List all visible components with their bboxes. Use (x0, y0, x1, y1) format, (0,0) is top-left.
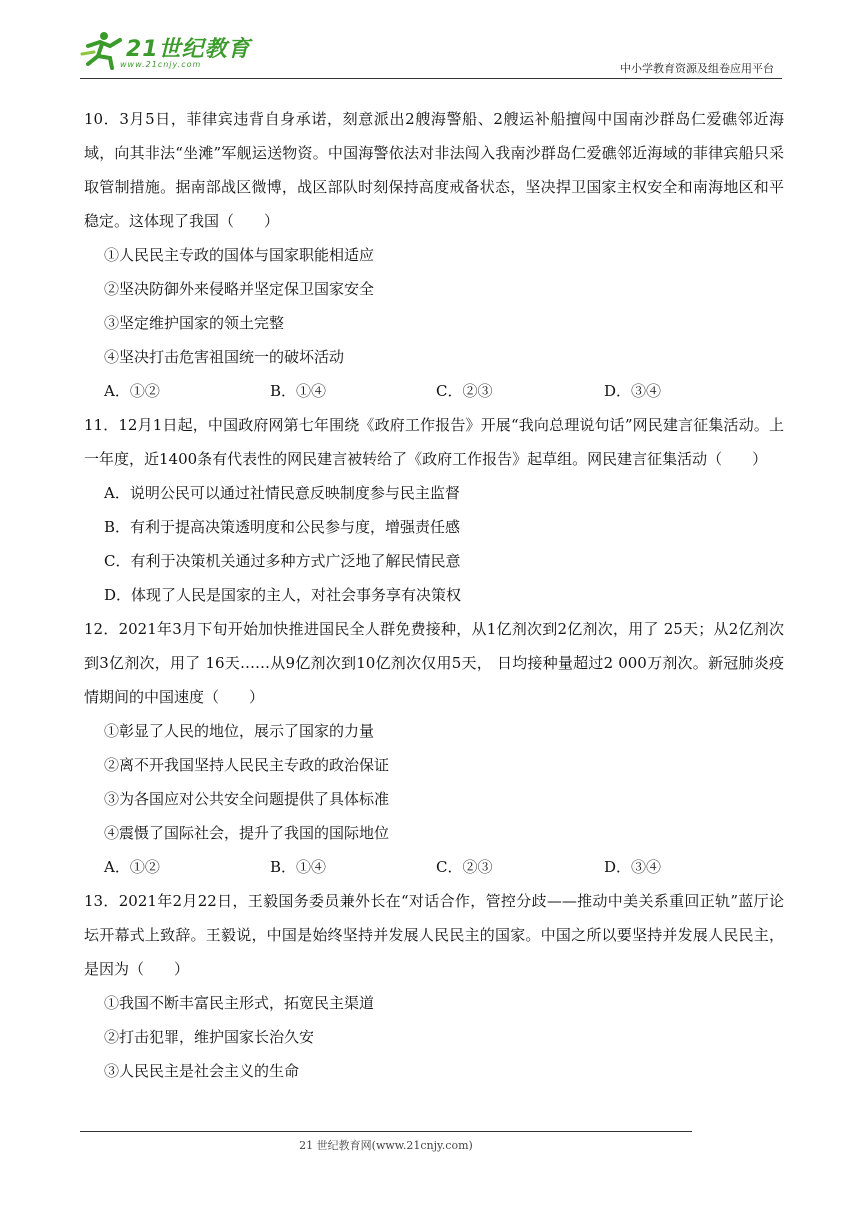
statement: ③为各国应对公共安全问题提供了具体标准 (104, 790, 390, 808)
header-tagline: 中小学教育资源及组卷应用平台 (620, 62, 774, 75)
statement: ④坚决打击危害祖国统一的破坏活动 (104, 348, 345, 366)
logo (80, 30, 280, 76)
logo-url: www.21cnjy.com (120, 60, 202, 69)
statement: ②坚决防御外来侵略并坚定保卫国家安全 (104, 280, 375, 298)
question-stem: 10．3月5日，菲律宾违背自身承诺，刻意派出2艘海警船、2艘运补船擅闯中国南沙群岛仁爱礁邻近海域，向其非法“坐滩”军舰运送物资。中国海警依法对非法闯入我南沙群岛仁爱礁邻近海域的菲律宾船只采取管制措施。据南部战区微博，战区部队时刻保持高度戒备状态，坚决捍卫国家主权安全和南海地区和平稳定。这体现了我国（ ） (84, 110, 784, 230)
statement: ③坚定维护国家的领土完整 (104, 314, 285, 332)
choice-c: C．②③ (436, 858, 493, 876)
logo-text: 21世纪教育 (126, 37, 251, 62)
choice-d: D．③④ (604, 858, 662, 876)
header-divider (80, 78, 782, 79)
question-13 (84, 884, 784, 1088)
page-footer: 21 世纪教育网(www.21cnjy.com) (299, 1139, 473, 1152)
page-header (0, 0, 860, 82)
option-a: A．说明公民可以通过社情民意反映制度参与民主监督 (104, 484, 460, 502)
footer-divider (80, 1131, 692, 1132)
question-stem: 12．2021年3月下旬开始加快推进国民全人群免费接种，从1亿剂次到2亿剂次，用了 25天；从2亿剂次到3亿剂次，用了 16天……从9亿剂次到10亿剂次仅用5天， 日均接种量超过2 000万剂次。新冠肺炎疫情期间的中国速度（ ） (84, 620, 784, 706)
choice-d: D．③④ (604, 382, 662, 400)
question-stem: 11．12月1日起，中国政府网第七年围绕《政府工作报告》开展“我向总理说句话”网民建言征集活动。上一年度，近1400条有代表性的网民建言被转给了《政府工作报告》起草组。网民建言征集活动（ ） (84, 416, 784, 468)
statement: ①人民民主专政的国体与国家职能相适应 (104, 246, 375, 264)
option-b: B．有利于提高决策透明度和公民参与度，增强责任感 (104, 518, 461, 536)
choice-b: B．①④ (270, 382, 327, 400)
choice-a: A．①② (104, 382, 160, 400)
statement: ①我国不断丰富民主形式，拓宽民主渠道 (104, 994, 375, 1012)
choice-c: C．②③ (436, 382, 493, 400)
statement: ④震慑了国际社会，提升了我国的国际地位 (104, 824, 390, 842)
question-list (84, 102, 784, 1088)
question-12 (84, 612, 784, 884)
answer-choices (84, 850, 784, 884)
answer-choices (84, 374, 784, 408)
question-stem: 13．2021年2月22日，王毅国务委员兼外长在“对话合作，管控分歧——推动中美关系重回正轨”蓝厅论坛开幕式上致辞。王毅说，中国是始终坚持并发展人民民主的国家。中国之所以要坚持并发展人民民主，是因为（ ） (84, 892, 784, 978)
option-c: C．有利于决策机关通过多种方式广泛地了解民情民意 (104, 552, 461, 570)
choice-a: A．①② (104, 858, 160, 876)
choice-b: B．①④ (270, 858, 327, 876)
statement: ②打击犯罪，维护国家长治久安 (104, 1028, 315, 1046)
statement: ③人民民主是社会主义的生命 (104, 1062, 300, 1080)
question-11 (84, 408, 784, 612)
option-d: D．体现了人民是国家的主人，对社会事务享有决策权 (104, 586, 462, 604)
statement: ①彰显了人民的地位，展示了国家的力量 (104, 722, 375, 740)
question-10 (84, 102, 784, 408)
statement: ②离不开我国坚持人民民主专政的政治保证 (104, 756, 390, 774)
